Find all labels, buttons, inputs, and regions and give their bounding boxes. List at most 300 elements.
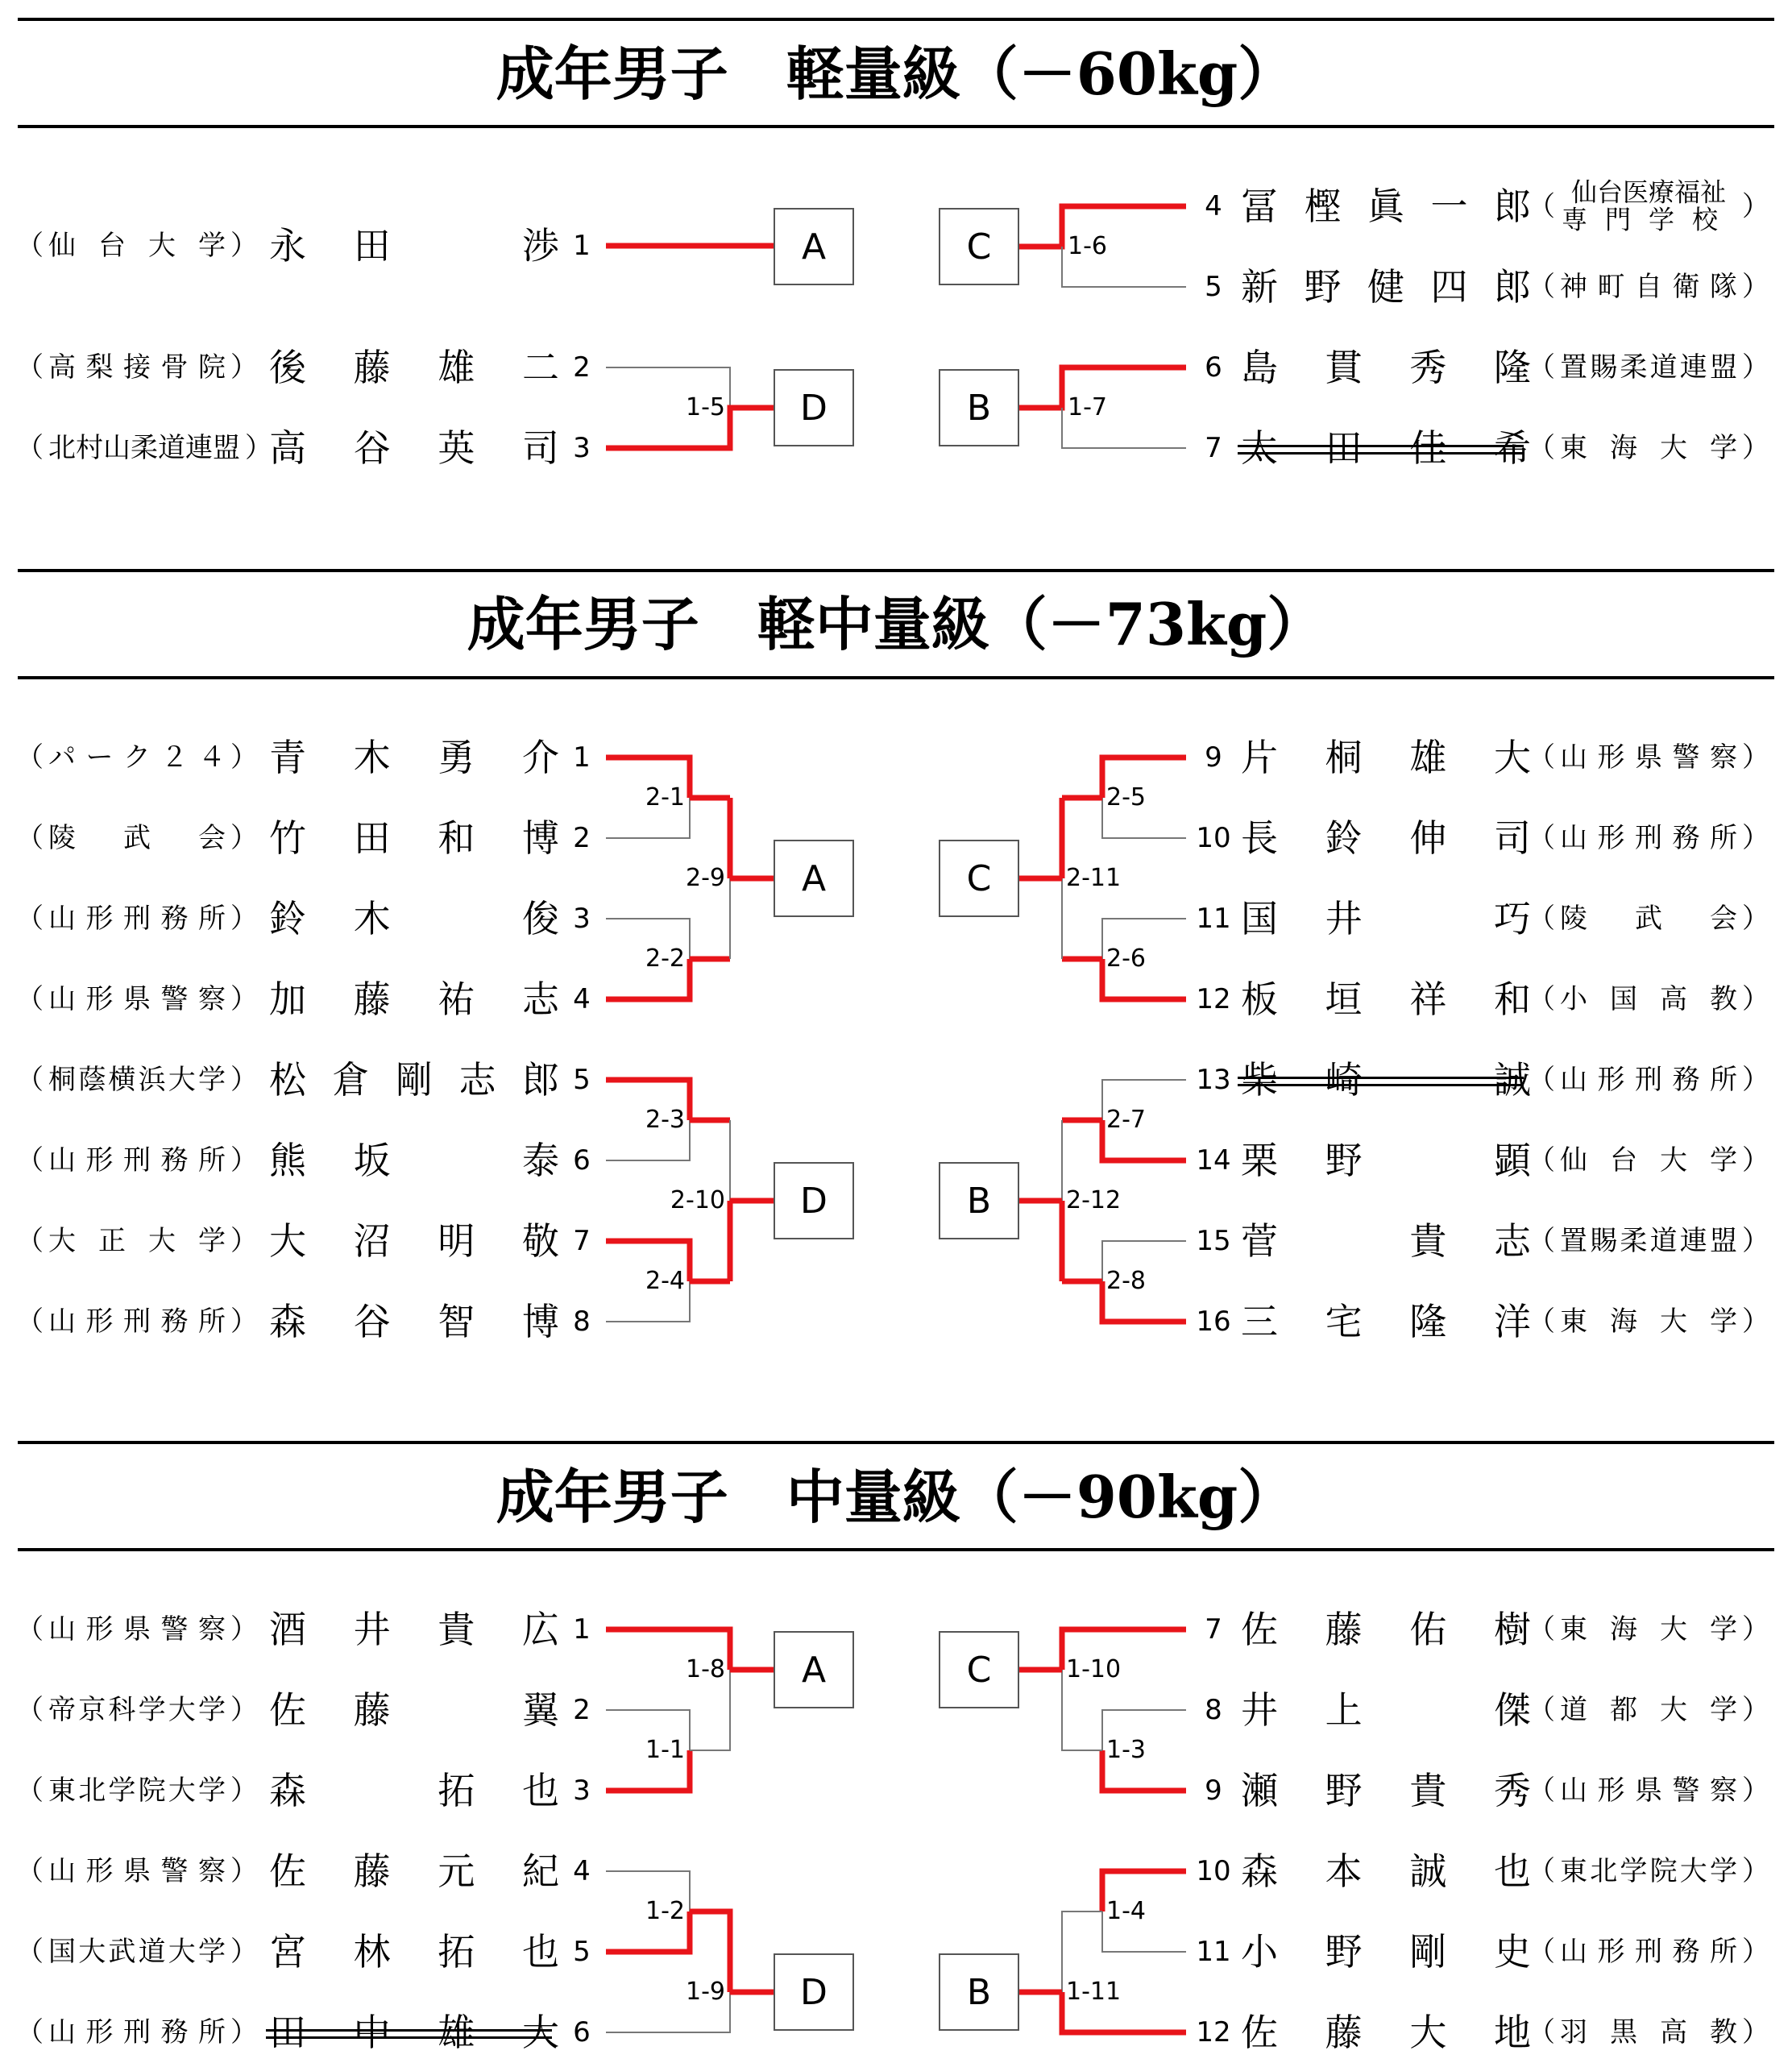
char: 置 (1560, 1225, 1587, 1257)
char: 察 (1710, 1775, 1737, 1807)
affiliation-line: 専門学校 (1561, 204, 1736, 235)
seed-number: 10 (1196, 822, 1231, 854)
seed-number: 11 (1196, 1936, 1231, 1968)
paren-open: （ (1528, 1775, 1555, 1807)
char: 会 (198, 822, 226, 854)
paren-open: （ (16, 1855, 44, 1887)
seed-number: 10 (1196, 1855, 1231, 1887)
char: 博 (521, 816, 559, 860)
char: 新 (1241, 265, 1278, 309)
char: 藤 (1325, 1608, 1363, 1651)
char: 四 (1430, 265, 1468, 309)
paren-open: （ (16, 2016, 44, 2048)
char: 海 (1610, 1613, 1637, 1646)
match-number: 1-3 (1106, 1736, 1146, 1764)
paren-open: （ (1528, 1936, 1555, 1968)
char: 野 (1325, 1139, 1363, 1182)
char: 加 (269, 978, 306, 1021)
char: 神 (1560, 271, 1587, 303)
player-name (269, 426, 559, 470)
char: 泰 (521, 1139, 559, 1182)
char: 雄 (438, 346, 475, 389)
paren-open: （ (1528, 1855, 1555, 1887)
match-number: 1-11 (1066, 1978, 1122, 2006)
char: 務 (1672, 1064, 1700, 1096)
char: 東 (1560, 1855, 1587, 1887)
char: 高 (48, 351, 76, 384)
player-name (269, 897, 559, 940)
char: 田 (1325, 426, 1363, 470)
seed-number: 6 (573, 2016, 591, 2048)
char: 衛 (1672, 271, 1700, 303)
paren-close: ） (1742, 1775, 1769, 1807)
char: 刑 (123, 903, 151, 935)
affiliation-text (44, 824, 230, 852)
char: 自 (1635, 271, 1662, 303)
seed-number: 1 (573, 741, 591, 774)
char: 学 (198, 230, 226, 262)
char: 山 (1560, 1064, 1587, 1096)
char: 山 (1560, 741, 1587, 774)
paren-close: ） (230, 1225, 258, 1257)
char: 井 (1241, 1688, 1278, 1732)
char: 梨 (85, 351, 114, 384)
char: 柔 (131, 432, 158, 464)
affiliation (1528, 1855, 1769, 1887)
paren-open: （ (1528, 351, 1555, 384)
char: 所 (198, 1144, 226, 1177)
player-name (1241, 816, 1531, 860)
pool-box: B (939, 369, 1019, 446)
affiliation-text (1555, 1775, 1742, 1807)
char: 翼 (521, 1688, 559, 1732)
affiliation (16, 824, 258, 852)
paren-open: （ (1528, 2016, 1555, 2048)
char: 瀬 (1241, 1769, 1278, 1812)
char: 盟 (1709, 351, 1737, 384)
char: 谷 (353, 426, 391, 470)
affiliation (1528, 824, 1769, 852)
seed-number: 7 (573, 1225, 591, 1257)
char: 顕 (1493, 1139, 1531, 1182)
paren-open: （ (16, 1775, 44, 1807)
char: 連 (185, 432, 213, 464)
char: 会 (1710, 903, 1737, 935)
player-name (269, 736, 559, 779)
char: 和 (1493, 978, 1531, 1021)
seed-number: 7 (1205, 432, 1222, 464)
affiliation (1528, 273, 1769, 301)
char: 大 (168, 1694, 196, 1726)
char (1409, 900, 1446, 937)
char: 国 (48, 1936, 76, 1968)
paren-close: ） (230, 1613, 258, 1646)
char: 村 (76, 432, 103, 464)
char: 東 (1560, 1305, 1587, 1338)
char: 仙 (1560, 1144, 1587, 1177)
char: 樹 (1493, 1608, 1531, 1651)
char: 洋 (1493, 1300, 1531, 1343)
paren-open: （ (1528, 983, 1555, 1015)
seed-number: 15 (1196, 1225, 1231, 1257)
char: 大 (168, 1936, 196, 1968)
match-number: 2-9 (686, 864, 725, 892)
char (438, 900, 475, 937)
char: 務 (1672, 822, 1700, 854)
paren-close: ） (1742, 1305, 1769, 1338)
paren-open: （ (16, 1694, 44, 1726)
char: 盟 (1709, 1225, 1737, 1257)
paren-close: ） (1742, 432, 1769, 464)
char: ー (85, 741, 114, 774)
seed-number: 4 (1205, 190, 1222, 222)
char: 隊 (1710, 271, 1737, 303)
withdrawn-strike (266, 2029, 552, 2039)
char: 元 (438, 1849, 475, 1893)
char: 形 (85, 1305, 114, 1338)
char: 也 (521, 1769, 559, 1812)
affiliation-text (44, 1613, 230, 1646)
char: 藤 (353, 1849, 391, 1893)
char: 所 (1710, 1064, 1737, 1096)
char: 山 (48, 1144, 76, 1177)
pool-box: D (774, 369, 854, 446)
char: 志 (458, 1058, 496, 1102)
char: 紀 (521, 1849, 559, 1893)
char: 島 (1241, 346, 1278, 389)
char: 隆 (1493, 346, 1531, 389)
char: パ (48, 741, 76, 774)
char: 宮 (269, 1930, 306, 1974)
char: 崎 (1325, 1058, 1363, 1102)
char: 県 (123, 983, 151, 1015)
match-number: 2-6 (1106, 944, 1146, 973)
char: 本 (1325, 1849, 1363, 1893)
char: 大 (1660, 1694, 1687, 1726)
seed-number: 5 (573, 1064, 591, 1096)
char: 貴 (438, 1608, 475, 1651)
char: 形 (85, 1144, 114, 1177)
char: 刑 (123, 2016, 151, 2048)
char: 板 (1241, 978, 1278, 1021)
paren-close: ） (230, 822, 258, 854)
paren-open: （ (1528, 190, 1555, 222)
player-name (1241, 2011, 1531, 2054)
char: 鈴 (269, 897, 306, 940)
char: 県 (1635, 741, 1662, 774)
char: 務 (160, 903, 189, 935)
char: 国 (1610, 983, 1637, 1015)
paren-close: ） (1742, 1855, 1769, 1887)
char: 木 (353, 897, 391, 940)
affiliation (1528, 1144, 1769, 1177)
seed-number: 9 (1205, 1775, 1222, 1807)
char: 大 (168, 1064, 196, 1096)
char: ク (123, 741, 151, 774)
char: 林 (353, 1930, 391, 1974)
char (438, 1691, 475, 1729)
match-number: 2-3 (645, 1106, 685, 1134)
char: 貴 (1409, 1769, 1447, 1812)
char: 陵 (1560, 903, 1587, 935)
char: 坂 (353, 1139, 391, 1182)
paren-close: ） (1742, 1936, 1769, 1968)
char: 察 (198, 1613, 226, 1646)
player-name (269, 1139, 559, 1182)
char: 木 (353, 736, 391, 779)
char: 剛 (396, 1058, 433, 1102)
char: 司 (1493, 816, 1531, 860)
player-name (1241, 346, 1531, 389)
char: 佐 (269, 1688, 306, 1732)
char: 武 (1635, 903, 1662, 935)
char: 誠 (1409, 1849, 1447, 1893)
char: 海 (1610, 1305, 1637, 1338)
paren-close: ） (1742, 741, 1769, 774)
char: 谷 (353, 1300, 391, 1343)
char: 大 (1660, 432, 1687, 464)
affiliation (16, 2016, 258, 2048)
char: 郎 (1494, 265, 1531, 309)
char: 藤 (353, 1688, 391, 1732)
pool-box: C (939, 840, 1019, 917)
paren-close: ） (1742, 1064, 1769, 1096)
char: 柔 (1620, 351, 1648, 384)
char: 山 (48, 983, 76, 1015)
char: 学 (198, 1225, 226, 1257)
affiliation-text (1555, 1696, 1742, 1724)
char: 東 (1560, 1613, 1587, 1646)
char: 大 (1660, 1144, 1687, 1177)
pool-box: D (774, 1953, 854, 2031)
char: 刑 (1635, 1064, 1662, 1096)
char: 拓 (438, 1769, 475, 1812)
player-name (269, 1930, 559, 1974)
char: 学 (197, 1936, 226, 1968)
char: 大 (1660, 1305, 1687, 1338)
char: 大 (78, 1936, 106, 1968)
char: 刑 (123, 1144, 151, 1177)
affiliation (1528, 983, 1769, 1015)
char: 史 (1493, 1930, 1531, 1974)
player-name (1241, 978, 1531, 1021)
char: 県 (123, 1613, 151, 1646)
seed-number: 6 (1205, 351, 1222, 384)
char: 健 (1367, 265, 1404, 309)
char: 町 (1597, 271, 1625, 303)
char: 二 (521, 346, 559, 389)
affiliation (1528, 741, 1769, 774)
char: 横 (108, 1064, 136, 1096)
char: 司 (521, 426, 559, 470)
char: 後 (269, 346, 306, 389)
char: 桐 (48, 1064, 76, 1096)
affiliation-text (1555, 2016, 1742, 2048)
affiliation (16, 230, 258, 262)
match-number: 1-10 (1066, 1655, 1122, 1683)
char: 海 (1610, 432, 1637, 464)
paren-open: （ (1528, 1064, 1555, 1096)
char: 樫 (1304, 185, 1342, 228)
char: 小 (1241, 1930, 1278, 1974)
char: 学 (108, 1775, 136, 1807)
char (438, 227, 475, 264)
seed-number: 2 (573, 822, 591, 854)
player-name (1241, 1930, 1531, 1974)
affiliation-text (1555, 434, 1742, 462)
affiliation-text (1555, 1144, 1742, 1177)
char: 賜 (1590, 1225, 1618, 1257)
char: 警 (1672, 741, 1700, 774)
paren-open: （ (16, 432, 44, 464)
paren-open: （ (1528, 1225, 1555, 1257)
char: 山 (1560, 1936, 1587, 1968)
char: 一 (1430, 185, 1468, 228)
seed-number: 14 (1196, 1144, 1231, 1177)
seed-number: 1 (573, 1613, 591, 1646)
char: 長 (1241, 816, 1278, 860)
paren-close: ） (230, 2016, 258, 2048)
char: 永 (269, 224, 306, 268)
char: 武 (108, 1936, 136, 1968)
char: 野 (1325, 1769, 1363, 1812)
char: 武 (123, 822, 151, 854)
char: 森 (269, 1300, 306, 1343)
player-name (269, 1688, 559, 1732)
paren-open: （ (1528, 822, 1555, 854)
char: 科 (108, 1694, 136, 1726)
match-number: 2-1 (645, 783, 685, 812)
char: 学 (138, 1694, 166, 1726)
paren-close: ） (230, 1305, 258, 1338)
char: 智 (438, 1300, 475, 1343)
match-number: 2-4 (645, 1267, 685, 1295)
affiliation (1528, 434, 1769, 462)
char: 栗 (1241, 1139, 1278, 1182)
seed-number: 1 (573, 230, 591, 262)
char: 盟 (213, 432, 240, 464)
char: 県 (123, 1855, 151, 1887)
char: 祐 (438, 978, 475, 1021)
paren-open: （ (16, 1936, 44, 1968)
char: 学 (197, 1775, 226, 1807)
char: 志 (1493, 1219, 1531, 1263)
affiliation-text (44, 1696, 230, 1724)
affiliation (16, 741, 258, 774)
paren-open: （ (16, 1225, 44, 1257)
player-name (269, 1300, 559, 1343)
char: 雄 (1409, 736, 1447, 779)
char: 雄 (438, 2011, 475, 2054)
seed-number: 3 (573, 903, 591, 935)
char: 山 (48, 1855, 76, 1887)
char: 骨 (160, 351, 189, 384)
affiliation-text (1555, 824, 1742, 852)
affiliation-text (44, 351, 230, 384)
match-number: 2-5 (1106, 783, 1146, 812)
char: 藤 (353, 978, 391, 1021)
char: 所 (198, 1305, 226, 1338)
char: 俊 (521, 897, 559, 940)
char: 形 (1597, 1775, 1625, 1807)
char: 学 (1710, 1613, 1737, 1646)
char: 田 (269, 2011, 306, 2054)
affiliation-text (44, 2016, 230, 2048)
char: 羽 (1560, 2016, 1587, 2048)
affiliation-text (44, 741, 230, 774)
seed-number: 4 (573, 1855, 591, 1887)
affiliation-text (44, 983, 230, 1015)
player-name (1241, 1849, 1531, 1893)
player-name (269, 1769, 559, 1812)
seed-number: 3 (573, 432, 591, 464)
char: 傑 (1493, 1688, 1531, 1732)
paren-close: ） (1742, 1694, 1769, 1726)
char: 田 (353, 224, 391, 268)
char: 山 (1560, 822, 1587, 854)
paren-close: ） (245, 432, 272, 464)
char: 大 (48, 1225, 76, 1257)
affiliation (1528, 1936, 1769, 1968)
affiliation (1528, 351, 1769, 384)
char: 秀 (1409, 346, 1447, 389)
seed-number: 6 (573, 1144, 591, 1177)
char: 熊 (269, 1139, 306, 1182)
affiliation (1528, 2016, 1769, 2048)
char: 小 (1560, 983, 1587, 1015)
affiliation-text (44, 434, 245, 462)
player-name (1241, 265, 1531, 309)
affiliation-text (44, 1855, 230, 1887)
affiliation (16, 1936, 258, 1968)
char: 明 (438, 1219, 475, 1263)
paren-open: （ (16, 983, 44, 1015)
player-name (1241, 1688, 1531, 1732)
paren-close: ） (1742, 2016, 1769, 2048)
affiliation-text (44, 903, 230, 935)
paren-close: ） (230, 1144, 258, 1177)
char: 所 (198, 903, 226, 935)
paren-close: ） (1742, 903, 1769, 935)
char: 希 (1493, 426, 1531, 470)
char: 院 (138, 1775, 166, 1807)
char (1325, 1222, 1363, 1260)
char: 山 (48, 1613, 76, 1646)
char: 形 (1597, 1064, 1625, 1096)
char: 倉 (332, 1058, 370, 1102)
paren-open: （ (16, 822, 44, 854)
char: 学 (1710, 432, 1737, 464)
char: 竹 (269, 816, 306, 860)
seed-number: 7 (1205, 1613, 1222, 1646)
char: 志 (521, 978, 559, 1021)
char: 誠 (1493, 1058, 1531, 1102)
paren-close: ） (230, 741, 258, 774)
pool-box: A (774, 208, 854, 285)
affiliation (1528, 1613, 1769, 1646)
paren-open: （ (1528, 1144, 1555, 1177)
player-name (1241, 1219, 1531, 1263)
char: 佐 (269, 1849, 306, 1893)
char: 大 (148, 1225, 176, 1257)
match-number: 2-10 (670, 1186, 725, 1214)
char: 柔 (1620, 1225, 1648, 1257)
char: 大 (1409, 2011, 1447, 2054)
char: 形 (85, 903, 114, 935)
player-name (1241, 897, 1531, 940)
section-title: 成年男子 軽量級（－60kg） (496, 39, 1296, 108)
char: 青 (269, 736, 306, 779)
